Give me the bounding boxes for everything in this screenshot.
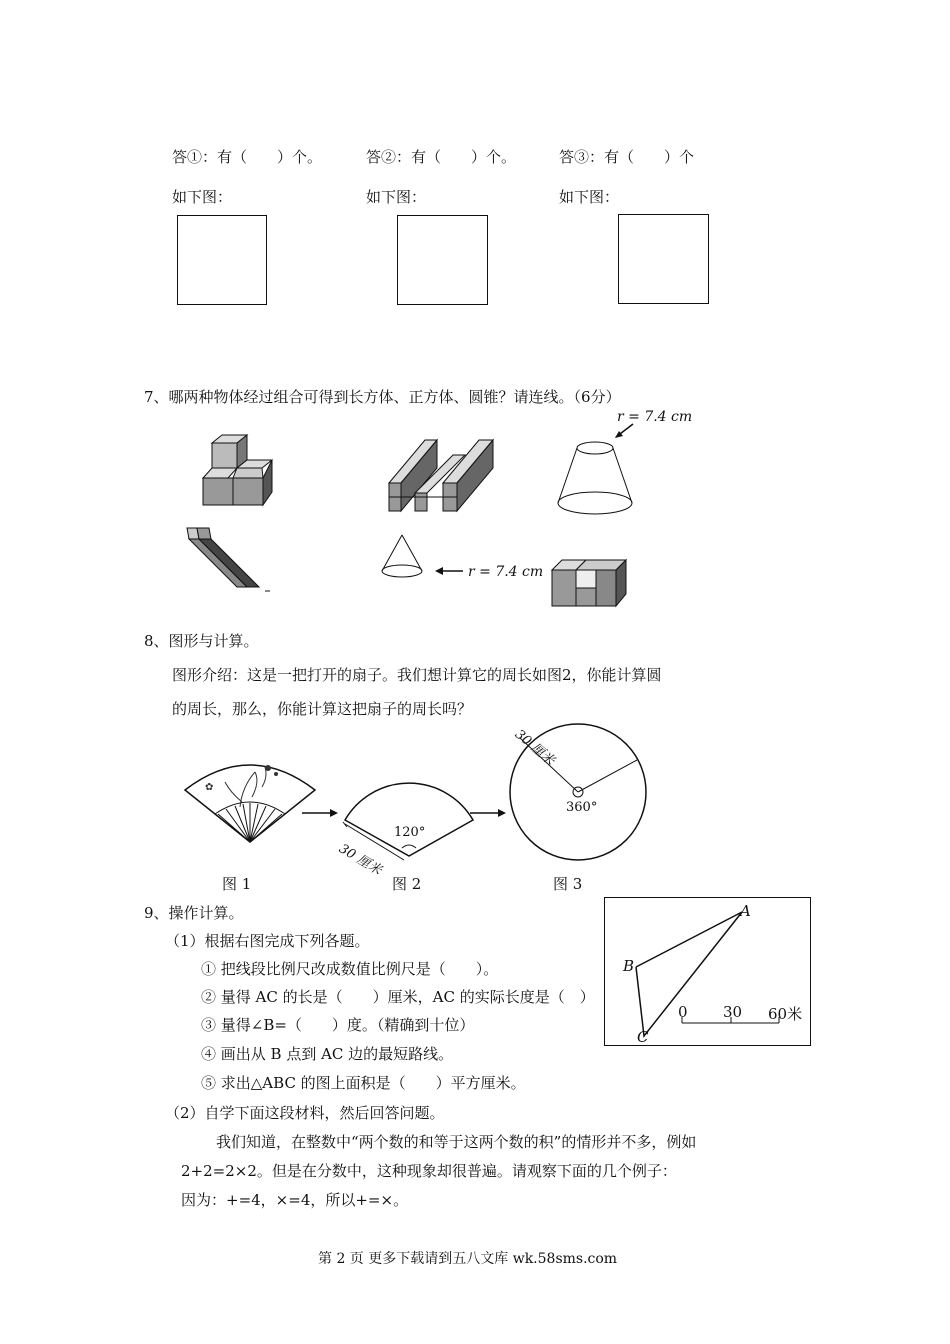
answer-2: 答②：有（ ）个。 — [366, 148, 517, 166]
long-blocks-figure — [385, 435, 500, 513]
q9-text-line2: 2+2=2×2。但是在分数中，这种现象却很普遍。请观察下面的几个例子： — [181, 1162, 677, 1180]
radius-label-top: r = 7.4 cm — [617, 409, 693, 425]
drawing-box-2[interactable] — [397, 215, 488, 305]
fig2-caption: 图 2 — [392, 875, 422, 893]
fig1-caption: 图 1 — [222, 875, 252, 893]
q8-intro-line1: 图形介绍：这是一把打开的扇子。我们想计算它的周长如图2，你能计算圆 — [172, 666, 662, 684]
drawing-box-3[interactable] — [618, 214, 709, 304]
radius-label-bottom: r = 7.4 cm — [468, 564, 544, 580]
fig3-caption: 图 3 — [553, 875, 583, 893]
point-a-label: A — [740, 902, 751, 920]
circle-angle: 360° — [566, 800, 598, 815]
sector-radius: 30 厘米 — [336, 841, 384, 879]
circle-radius: 30 厘米 — [511, 727, 558, 769]
drawing-box-1[interactable] — [177, 215, 267, 305]
fig-label-3: 如下图： — [559, 188, 620, 206]
cube-group-figure — [548, 556, 630, 608]
fig-label-1: 如下图： — [172, 188, 233, 206]
q8-title: 8、图形与计算。 — [144, 632, 259, 650]
q9-text-line3: 因为：+=4，×=4，所以+=×。 — [181, 1191, 409, 1209]
scale-label-0: 0 — [678, 1003, 688, 1021]
slanted-bar-figure — [185, 525, 275, 591]
fig-label-2: 如下图： — [366, 188, 427, 206]
q9-item2: ② 量得 AC 的长是（ ）厘米，AC 的实际长度是（ ） — [201, 988, 595, 1006]
q9-item4: ④ 画出从 B 点到 AC 边的最短路线。 — [201, 1045, 454, 1063]
arrow-icon-fig1 — [300, 806, 340, 820]
scale-label-60: 60米 — [768, 1005, 803, 1023]
point-b-label: B — [623, 957, 635, 975]
frustum-figure — [555, 440, 635, 520]
arrow-icon-fig2 — [468, 806, 508, 820]
q7-title: 7、哪两种物体经过组合可得到长方体、正方体、圆锥？请连线。（6分） — [144, 388, 621, 406]
q9-text-line1: 我们知道，在整数中“两个数的和等于这两个数的积”的情形并不多，例如 — [216, 1133, 697, 1151]
q9-item3: ③ 量得∠B=（ ）度。（精确到十位） — [201, 1016, 475, 1034]
scale-label-30: 30 — [723, 1003, 743, 1021]
cube-stack-figure — [200, 435, 285, 505]
q9-title: 9、操作计算。 — [144, 904, 244, 922]
point-c-label: C — [637, 1028, 649, 1046]
q9-item5: ⑤ 求出△ABC 的图上面积是（ ）平方厘米。 — [201, 1074, 526, 1092]
q9-item1: ① 把线段比例尺改成数值比例尺是（ ）。 — [201, 960, 499, 978]
svg-text:✿: ✿ — [205, 782, 214, 793]
answer-3: 答③：有（ ）个 — [559, 148, 695, 166]
answer-1: 答①：有（ ）个。 — [172, 148, 323, 166]
cone-figure — [378, 533, 428, 581]
sector-angle: 120° — [394, 825, 426, 840]
sector-figure — [340, 752, 480, 862]
arrow-icon-left — [435, 565, 465, 577]
q9-part1: （1）根据右图完成下列各题。 — [165, 932, 370, 950]
q9-part2: （2）自学下面这段材料，然后回答问题。 — [165, 1104, 445, 1122]
q8-intro-line2: 的周长，那么，你能计算这把扇子的周长吗？ — [172, 700, 473, 718]
page-footer: 第 2 页 更多下载请到五八文库 wk.58sms.com — [318, 1251, 618, 1267]
